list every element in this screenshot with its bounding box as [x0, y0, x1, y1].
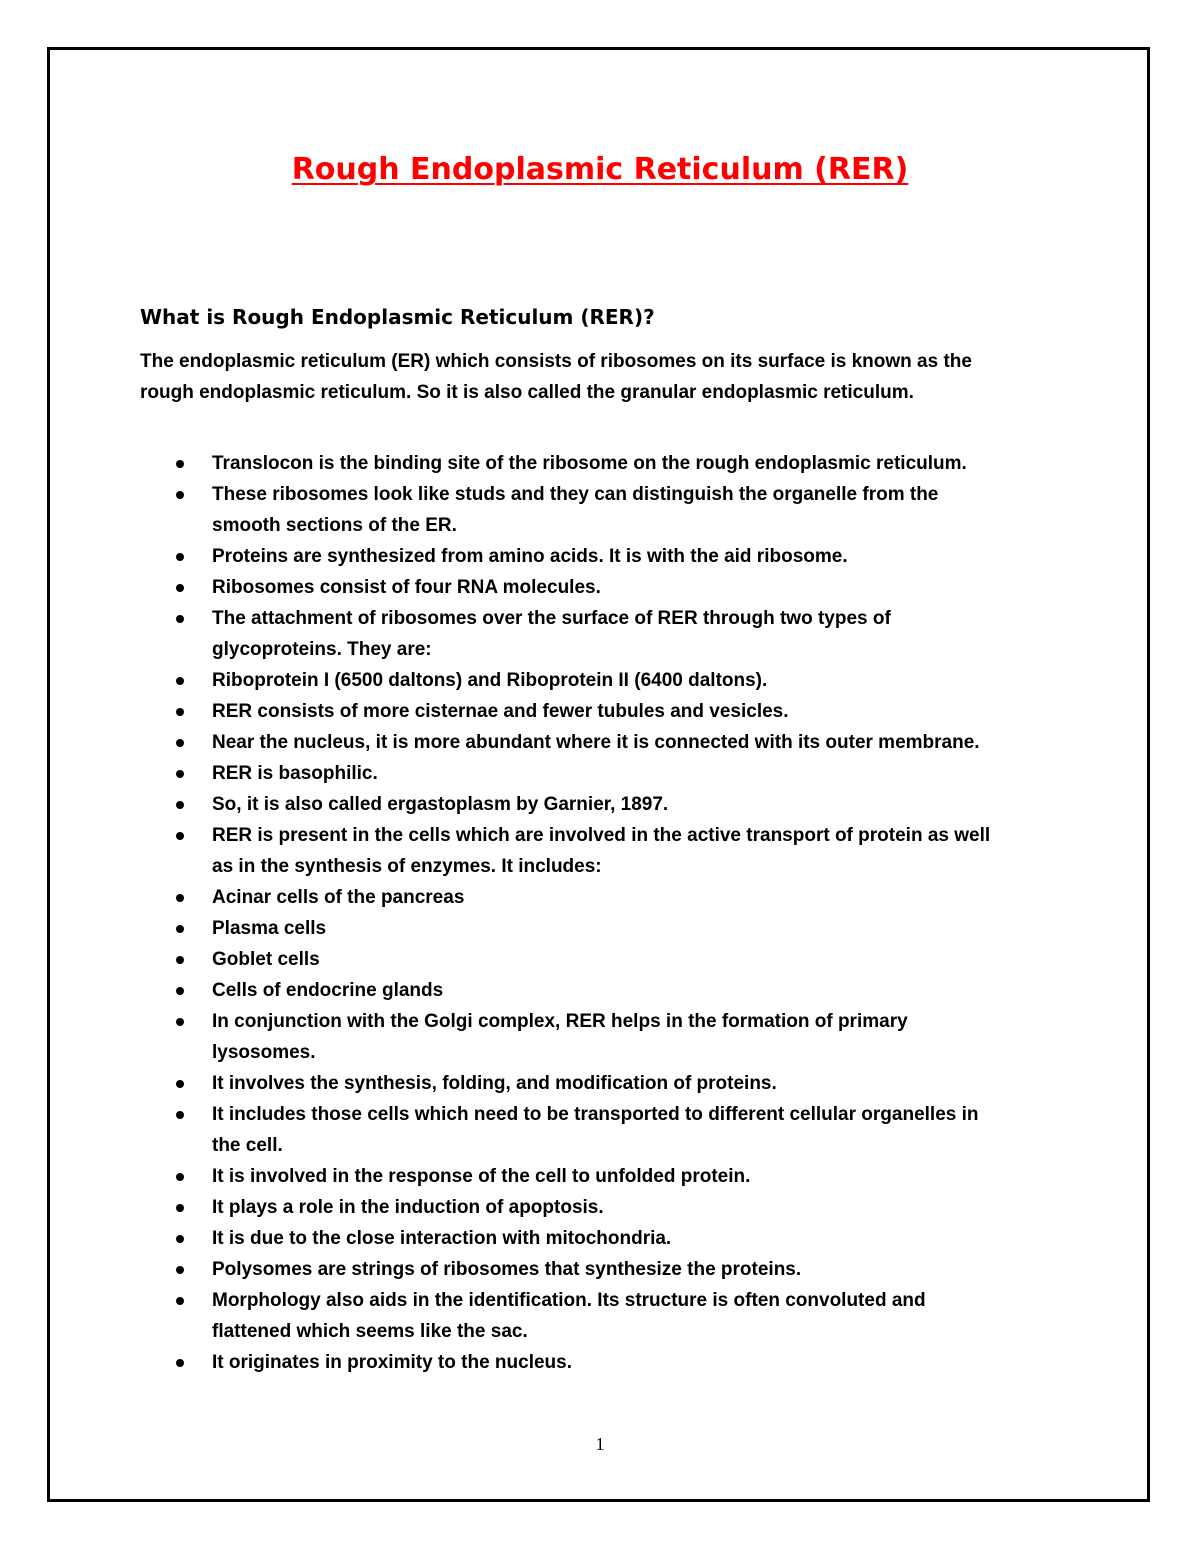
bullet-item: [140, 882, 1070, 913]
bullet-text: glycoproteins. They are:: [212, 639, 432, 660]
bullet-text: It is due to the close interaction with mitochondria.: [212, 1228, 672, 1249]
bullet-item: [140, 665, 1070, 696]
intro-line: The endoplasmic reticulum (ER) which consists of ribosomes on its surface is known as the: [140, 351, 972, 372]
bullet-item: [140, 913, 1070, 944]
page-number: 1: [595, 1434, 605, 1454]
bullet-dot-icon: [176, 1111, 184, 1119]
bullet-text: These ribosomes look like studs and they can distinguish the organelle from the: [212, 484, 939, 505]
bullet-text: So, it is also called ergastoplasm by Garnier, 1897.: [212, 794, 669, 815]
bullet-dot-icon: [176, 615, 184, 623]
bullet-item: [140, 541, 1070, 572]
bullet-text: Polysomes are strings of ribosomes that synthesize the proteins.: [212, 1259, 802, 1280]
bullet-text: The attachment of ribosomes over the surface of RER through two types of: [212, 608, 891, 629]
bullet-dot-icon: [176, 1018, 184, 1026]
bullet-text: smooth sections of the ER.: [212, 515, 457, 536]
bullet-item: [140, 1192, 1070, 1223]
bullet-item: [140, 479, 1070, 541]
bullet-dot-icon: [176, 832, 184, 840]
bullet-text: It plays a role in the induction of apoptosis.: [212, 1197, 604, 1218]
bullet-item: [140, 1006, 1070, 1068]
bullet-text: Proteins are synthesized from amino acids. It is with the aid ribosome.: [212, 546, 848, 567]
bullet-dot-icon: [176, 801, 184, 809]
bullet-dot-icon: [176, 770, 184, 778]
bullet-item: [140, 572, 1070, 603]
bullet-item: [140, 696, 1070, 727]
bullet-text: Riboprotein I (6500 daltons) and Riboprotein II (6400 daltons).: [212, 670, 768, 691]
bullet-text: Plasma cells: [212, 918, 327, 939]
section-heading: What is Rough Endoplasmic Reticulum (RER)?: [140, 305, 655, 329]
bullet-text: flattened which seems like the sac.: [212, 1321, 528, 1342]
document-body: [140, 302, 1070, 1378]
bullet-text: Cells of endocrine glands: [212, 980, 444, 1001]
bullet-text: RER consists of more cisternae and fewer tubules and vesicles.: [212, 701, 789, 722]
bullet-text: Translocon is the binding site of the ribosome on the rough endoplasmic reticulum.: [212, 453, 967, 474]
bullet-text: It is involved in the response of the cell to unfolded protein.: [212, 1166, 751, 1187]
bullet-text: as in the synthesis of enzymes. It includes:: [212, 856, 602, 877]
bullet-dot-icon: [176, 708, 184, 716]
bullet-dot-icon: [176, 1359, 184, 1367]
bullet-item: [140, 944, 1070, 975]
bullet-item: [140, 1068, 1070, 1099]
bullet-item: [140, 603, 1070, 665]
bullet-text: Acinar cells of the pancreas: [212, 887, 465, 908]
bullet-text: lysosomes.: [212, 1042, 316, 1063]
bullet-item: [140, 448, 1070, 479]
bullet-item: [140, 1347, 1070, 1378]
bullet-list: [140, 448, 1070, 1378]
bullet-item: [140, 758, 1070, 789]
bullet-item: [140, 727, 1070, 758]
bullet-dot-icon: [176, 553, 184, 561]
bullet-item: [140, 1161, 1070, 1192]
bullet-dot-icon: [176, 1173, 184, 1181]
bullet-dot-icon: [176, 739, 184, 747]
bullet-text: Goblet cells: [212, 949, 320, 970]
bullet-text: RER is basophilic.: [212, 763, 378, 784]
bullet-item: [140, 1099, 1070, 1161]
bullet-dot-icon: [176, 956, 184, 964]
bullet-item: [140, 975, 1070, 1006]
bullet-dot-icon: [176, 1204, 184, 1212]
bullet-dot-icon: [176, 894, 184, 902]
bullet-dot-icon: [176, 1297, 184, 1305]
bullet-dot-icon: [176, 925, 184, 933]
bullet-dot-icon: [176, 987, 184, 995]
bullet-dot-icon: [176, 491, 184, 499]
bullet-item: [140, 820, 1070, 882]
bullet-item: [140, 789, 1070, 820]
bullet-text: It involves the synthesis, folding, and modification of proteins.: [212, 1073, 777, 1094]
bullet-dot-icon: [176, 1266, 184, 1274]
bullet-item: [140, 1285, 1070, 1347]
bullet-dot-icon: [176, 1080, 184, 1088]
bullet-text: Near the nucleus, it is more abundant where it is connected with its outer membrane.: [212, 732, 980, 753]
bullet-dot-icon: [176, 460, 184, 468]
bullet-item: [140, 1254, 1070, 1285]
bullet-text: It originates in proximity to the nucleus.: [212, 1352, 572, 1373]
document-title: Rough Endoplasmic Reticulum (RER): [291, 152, 909, 187]
bullet-text: the cell.: [212, 1135, 283, 1156]
intro-paragraph: [140, 346, 1070, 408]
bullet-dot-icon: [176, 1235, 184, 1243]
bullet-dot-icon: [176, 584, 184, 592]
bullet-text: Ribosomes consist of four RNA molecules.: [212, 577, 601, 598]
bullet-text: RER is present in the cells which are involved in the active transport of protein as well: [212, 825, 991, 846]
bullet-item: [140, 1223, 1070, 1254]
bullet-text: In conjunction with the Golgi complex, RER helps in the formation of primary: [212, 1011, 908, 1032]
intro-line: rough endoplasmic reticulum. So it is also called the granular endoplasmic reticulum.: [140, 382, 914, 403]
bullet-text: It includes those cells which need to be transported to different cellular organelles in: [212, 1104, 979, 1125]
bullet-text: Morphology also aids in the identification. Its structure is often convoluted and: [212, 1290, 926, 1311]
bullet-dot-icon: [176, 677, 184, 685]
